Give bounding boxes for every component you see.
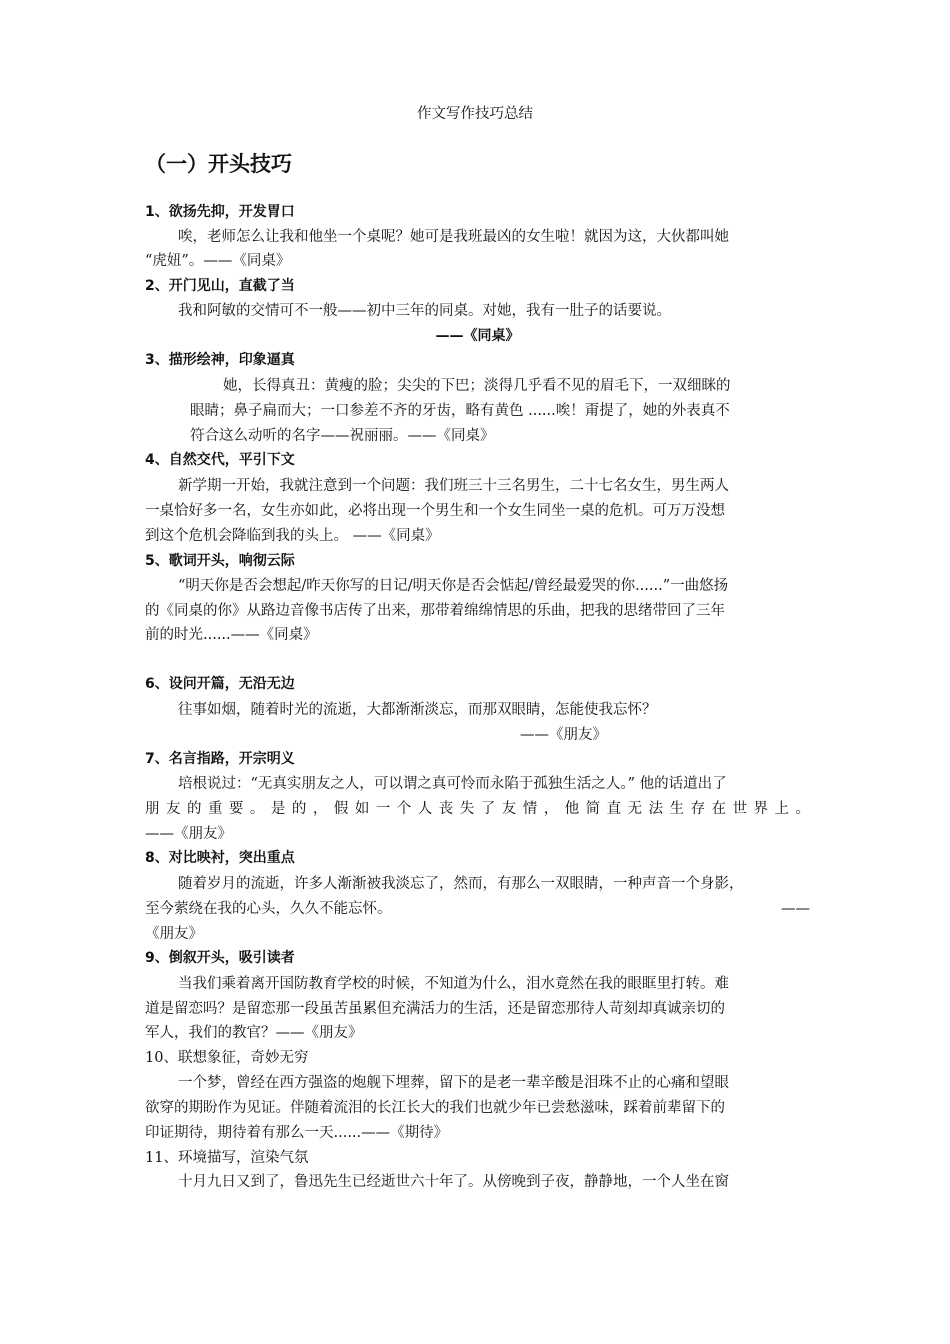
item-heading: 10、联想象征，奇妙无穷 [145,1050,309,1066]
item-source: ——《朋友》 [145,826,232,842]
item-text: 的《同桌的你》从路边音像书店传了出来，那带着绵绵情思的乐曲，把我的思绪带回了三年 [145,603,725,619]
item-source: ——《同桌》 [435,328,520,344]
item-heading: 6、设问开篇，无沿无边 [145,676,295,692]
section-title: （一）开头技巧 [145,152,292,176]
item-text: 眼睛；鼻子扁而大；一口参差不齐的牙齿，略有黄色 ......唉！甭提了，她的外表真不 [190,403,730,419]
item-text: 前的时光......——《同桌》 [145,627,318,643]
item-text: “虎妞”。——《同桌》 [145,253,291,269]
item-text: 新学期一开始，我就注意到一个问题：我们班三十三名男生，二十七名女生，男生两人 [178,478,729,494]
item-text: 朋友的重要。是的，假如一个人丧失了友情，他简直无法生存在世界上。 [145,801,810,817]
item-text: 欲穿的期盼作为见证。伴随着流泪的长江长大的我们也就少年已尝愁滋味，踩着前辈留下的 [145,1100,725,1116]
item-text: 培根说过：“无真实朋友之人，可以谓之真可怜而永陷于孤独生活之人。” 他的话道出了 [178,776,727,792]
item-heading: 1、欲扬先抑，开发胃口 [145,204,295,220]
item-text: “明天你是否会想起/昨天你写的日记/明天你是否会惦起/曾经最爱哭的你......”一曲悠扬 [178,578,729,594]
document-title: 作文写作技巧总结 [417,106,533,122]
item-text: 她，长得真丑：黄瘦的脸；尖尖的下巴；淡得几乎看不见的眉毛下，一双细眯的 [223,378,731,394]
item-heading: 4、自然交代，平引下文 [145,452,295,468]
item-heading: 8、对比映衬，突出重点 [145,850,295,866]
item-text: 当我们乘着离开国防教育学校的时候，不知道为什么，泪水竟然在我的眼眶里打转。难 [178,976,729,992]
item-text: 一桌恰好多一名，女生亦如此，必将出现一个男生和一个女生同坐一桌的危机。可万万没想 [145,503,725,519]
item-source-dash: —— [781,901,810,917]
item-heading: 2、开门见山，直截了当 [145,278,295,294]
item-source: ——《朋友》 [520,727,607,743]
item-text: 道是留恋吗？是留恋那一段虽苦虽累但充满活力的生活，还是留恋那待人苛刻却真诚亲切的 [145,1001,725,1017]
item-heading: 9、倒叙开头，吸引读者 [145,950,295,966]
item-heading: 3、描形绘神，印象逼真 [145,352,295,368]
item-text: 至今萦绕在我的心头，久久不能忘怀。 [145,901,392,917]
item-heading: 5、歌词开头，响彻云际 [145,553,295,569]
item-text: 往事如烟，随着时光的流逝，大都渐渐淡忘，而那双眼睛，怎能使我忘怀？ [178,702,657,718]
item-text: 十月九日又到了，鲁迅先生已经逝世六十年了。从傍晚到子夜，静静地，一个人坐在窗 [178,1174,729,1190]
item-text: 唉，老师怎么让我和他坐一个桌呢？她可是我班最凶的女生啦！就因为这，大伙都叫她 [178,229,729,245]
item-text: 符合这么动听的名字——祝丽丽。——《同桌》 [190,428,495,444]
item-source: 《朋友》 [145,926,203,942]
item-text: 到这个危机会降临到我的头上。 ——《同桌》 [145,528,440,544]
item-text: 一个梦，曾经在西方强盗的炮舰下埋葬，留下的是老一辈辛酸是泪珠不止的心痛和望眼 [178,1075,729,1091]
item-text: 随着岁月的流逝，许多人渐渐被我淡忘了，然而，有那么一双眼睛，一种声音一个身影， [178,876,744,892]
item-text: 军人，我们的教官？——《朋友》 [145,1025,363,1041]
item-text: 印证期待，期待着有那么一天......——《期待》 [145,1125,449,1141]
item-heading: 11、环境描写，渲染气氛 [145,1150,309,1166]
item-heading: 7、名言指路，开宗明义 [145,751,295,767]
item-text: 我和阿敏的交情可不一般——初中三年的同桌。对她，我有一肚子的话要说。 [178,303,671,319]
